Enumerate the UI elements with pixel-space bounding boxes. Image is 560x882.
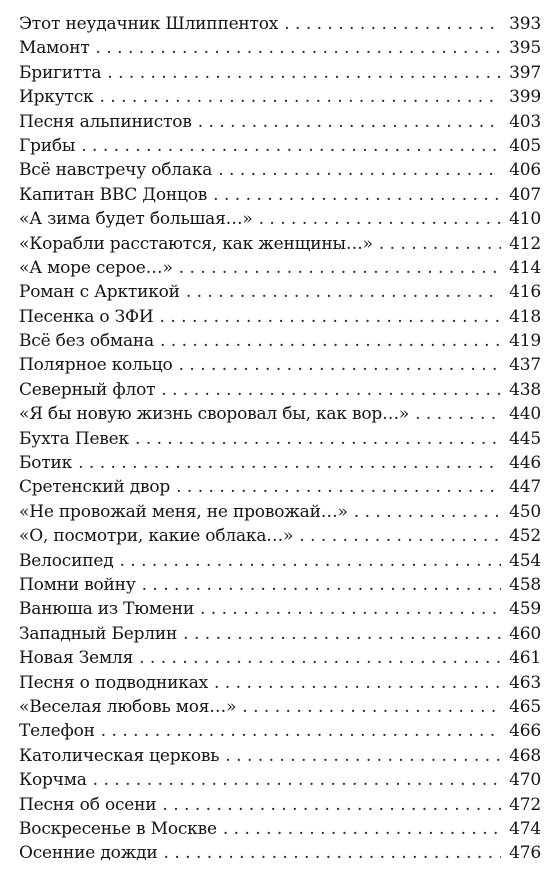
dot-leader <box>135 427 501 451</box>
toc-entry <box>19 768 541 792</box>
toc-entry <box>19 793 541 817</box>
toc-entry <box>19 597 541 621</box>
toc-entry-page: 466 <box>509 721 541 742</box>
toc-entry <box>19 524 541 548</box>
toc-entry <box>19 622 541 646</box>
toc-entry-title: «А зима будет большая…» <box>19 209 253 230</box>
toc-entry-title: «Веселая любовь моя…» <box>19 696 237 717</box>
dot-leader <box>93 768 501 792</box>
dot-leader <box>284 12 501 36</box>
dot-leader <box>142 573 501 597</box>
toc-entry-page: 445 <box>509 428 541 449</box>
toc-entry-page: 458 <box>509 574 541 595</box>
toc-entry-page: 447 <box>509 477 541 498</box>
toc-entry <box>19 500 541 524</box>
toc-entry-title: Телефон <box>19 721 95 742</box>
toc-entry <box>19 841 541 865</box>
toc-entry <box>19 85 541 109</box>
toc-entry-page: 393 <box>509 14 541 34</box>
toc-entry <box>19 12 541 36</box>
dot-leader <box>96 36 501 60</box>
toc-entry <box>19 207 541 231</box>
toc-entry <box>19 353 541 377</box>
dot-leader <box>218 158 501 182</box>
toc-entry-title: Всё без обмана <box>19 331 154 352</box>
toc-entry-title: Ванюша из Тюмени <box>19 599 194 620</box>
toc-entry-page: 450 <box>509 501 541 522</box>
toc-entry <box>19 61 541 85</box>
dot-leader <box>354 500 501 524</box>
dot-leader <box>164 841 501 865</box>
toc-entry <box>19 110 541 134</box>
toc-entry <box>19 329 541 353</box>
toc-entry-page: 418 <box>509 306 541 327</box>
dot-leader <box>299 524 501 548</box>
toc-entry-page: 446 <box>509 453 541 474</box>
dot-leader <box>160 305 501 329</box>
table-of-contents <box>19 12 541 866</box>
toc-entry <box>19 719 541 743</box>
toc-entry-page: 412 <box>509 233 541 254</box>
toc-entry-title: Полярное кольцо <box>19 355 173 376</box>
toc-entry-title: «А море серое…» <box>19 257 173 278</box>
dot-leader <box>162 793 501 817</box>
toc-entry-page: 414 <box>509 257 541 278</box>
dot-leader <box>161 378 501 402</box>
toc-entry-page: 468 <box>509 745 541 766</box>
toc-entry-title: Бригитта <box>19 62 102 83</box>
toc-entry-title: Песня о подводниках <box>19 672 209 693</box>
dot-leader <box>101 719 501 743</box>
toc-entry <box>19 402 541 426</box>
toc-entry <box>19 183 541 207</box>
toc-entry-title: Велосипед <box>19 550 114 571</box>
toc-entry <box>19 134 541 158</box>
toc-entry-page: 452 <box>509 526 541 547</box>
toc-entry <box>19 549 541 573</box>
toc-entry <box>19 280 541 304</box>
toc-entry-title: Помни войну <box>19 574 136 595</box>
toc-entry <box>19 671 541 695</box>
toc-entry-title: Северный флот <box>19 379 156 400</box>
toc-entry <box>19 256 541 280</box>
toc-entry-page: 440 <box>509 404 541 425</box>
toc-entry-page: 410 <box>509 209 541 230</box>
toc-entry-title: Осенние дожди <box>19 843 158 864</box>
dot-leader <box>213 183 501 207</box>
toc-entry-page: 454 <box>509 550 541 571</box>
toc-entry-title: Песня альпинистов <box>19 111 192 132</box>
toc-entry-page: 403 <box>509 111 541 132</box>
toc-entry-page: 419 <box>509 331 541 352</box>
toc-entry <box>19 158 541 182</box>
toc-entry-page: 474 <box>509 818 541 839</box>
toc-entry-title: Корчма <box>19 770 87 791</box>
dot-leader <box>186 280 501 304</box>
toc-entry-page: 472 <box>509 794 541 815</box>
toc-entry <box>19 378 541 402</box>
toc-entry-title: Мамонт <box>19 38 90 59</box>
toc-entry-title: Песня об осени <box>19 794 157 815</box>
toc-entry-page: 461 <box>509 648 541 669</box>
dot-leader <box>379 232 501 256</box>
dot-leader <box>160 329 501 353</box>
dot-leader <box>78 451 501 475</box>
toc-entry <box>19 744 541 768</box>
toc-entry-page: 460 <box>509 623 541 644</box>
dot-leader <box>223 817 501 841</box>
toc-entry-title: Бухта Певек <box>19 428 129 449</box>
toc-entry <box>19 305 541 329</box>
toc-entry-title: «Не провожай меня, не провожай…» <box>19 501 348 522</box>
dot-leader <box>183 622 501 646</box>
toc-entry-page: 397 <box>509 62 541 83</box>
dot-leader <box>179 256 501 280</box>
dot-leader <box>415 402 501 426</box>
toc-entry-page: 407 <box>509 184 541 205</box>
toc-entry-title: «Корабли расстаются, как женщины…» <box>19 233 373 254</box>
dot-leader <box>200 597 501 621</box>
toc-entry <box>19 475 541 499</box>
toc-entry-page: 465 <box>509 696 541 717</box>
toc-entry-title: «Я бы новую жизнь своровал бы, как вор…» <box>19 404 410 425</box>
toc-entry-title: Грибы <box>19 135 76 156</box>
toc-entry <box>19 695 541 719</box>
toc-entry-page: 463 <box>509 672 541 693</box>
dot-leader <box>100 85 502 109</box>
toc-entry-page: 438 <box>509 379 541 400</box>
toc-entry <box>19 451 541 475</box>
toc-entry-page: 399 <box>509 87 541 108</box>
toc-entry-page: 395 <box>509 38 541 59</box>
toc-entry-page: 476 <box>509 843 541 864</box>
toc-entry-title: Воскресенье в Москве <box>19 818 217 839</box>
dot-leader <box>81 134 501 158</box>
toc-entry <box>19 817 541 841</box>
toc-entry <box>19 573 541 597</box>
toc-entry-title: Иркутск <box>19 87 94 108</box>
dot-leader <box>107 61 501 85</box>
toc-entry <box>19 232 541 256</box>
toc-entry-title: Капитан ВВС Донцов <box>19 184 208 205</box>
dot-leader <box>179 353 501 377</box>
toc-entry-title: Ботик <box>19 453 73 474</box>
toc-entry-page: 437 <box>509 355 541 376</box>
toc-entry-title: Западный Берлин <box>19 623 178 644</box>
toc-entry-title: Роман с Арктикой <box>19 282 180 303</box>
toc-entry-title: Новая Земля <box>19 648 134 669</box>
toc-entry-page: 459 <box>509 599 541 620</box>
toc-entry-title: Этот неудачник Шлиппентох <box>19 14 279 34</box>
toc-entry-title: Сретенский двор <box>19 477 171 498</box>
dot-leader <box>214 671 501 695</box>
toc-entry-page: 470 <box>509 770 541 791</box>
dot-leader <box>225 744 501 768</box>
dot-leader <box>176 475 501 499</box>
toc-entry <box>19 427 541 451</box>
toc-entry <box>19 646 541 670</box>
toc-entry-title: Католическая церковь <box>19 745 220 766</box>
dot-leader <box>259 207 501 231</box>
toc-entry-page: 416 <box>509 282 541 303</box>
toc-entry-title: Песенка о ЗФИ <box>19 306 154 327</box>
toc-entry-title: «О, посмотри, какие облака…» <box>19 526 294 547</box>
dot-leader <box>139 646 501 670</box>
dot-leader <box>120 549 502 573</box>
dot-leader <box>242 695 501 719</box>
toc-entry <box>19 36 541 60</box>
toc-entry-title: Всё навстречу облака <box>19 160 213 181</box>
toc-entry-page: 406 <box>509 160 541 181</box>
dot-leader <box>198 110 501 134</box>
toc-entry-page: 405 <box>509 135 541 156</box>
